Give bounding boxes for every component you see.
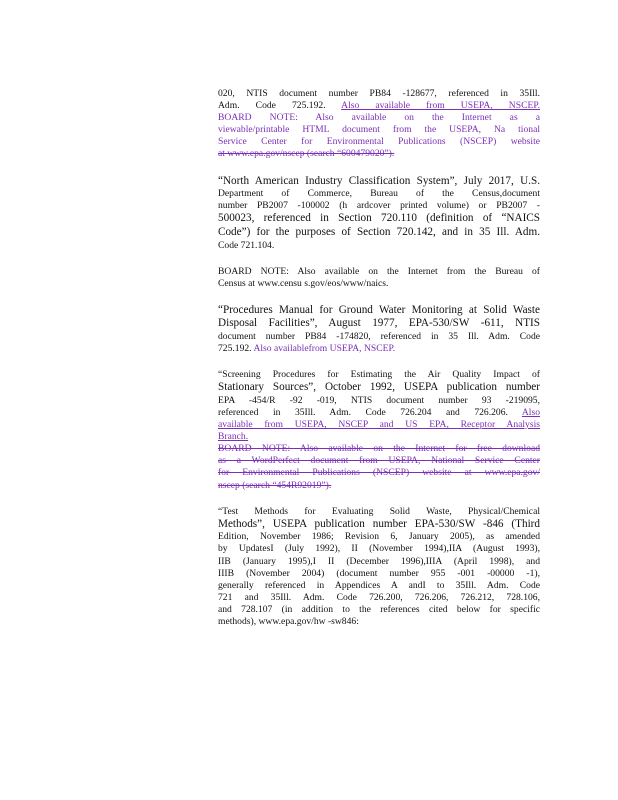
text-line xyxy=(218,381,540,395)
text-segment: 721 and 35Ill. Adm. Code 726.200, 726.206, 726.212, 728.106, xyxy=(218,591,540,603)
text-segment: by UpdatesI (July 1992), II (November 1994),IIA (August 1993), xyxy=(218,543,540,555)
text-line xyxy=(218,518,540,532)
text-line xyxy=(218,480,540,492)
deleted-text: as a WordPerfect document from USEPA, National Service Center xyxy=(218,455,540,467)
text-segment: and 728.107 (in addition to the references cited below for specific xyxy=(218,603,540,615)
text-line xyxy=(218,278,540,290)
text-segment: 725.192. xyxy=(218,343,254,355)
text-segment: Adm. Code 725.192. xyxy=(218,100,342,112)
text-line xyxy=(218,568,540,580)
text-line xyxy=(218,455,540,467)
text-line xyxy=(218,506,540,518)
text-line xyxy=(218,419,540,431)
text-line xyxy=(218,266,540,278)
paragraph xyxy=(218,304,540,355)
text-segment: 020, NTIS document number PB84 -128677, referenced in 35Ill. xyxy=(218,88,540,99)
text-line xyxy=(218,369,540,381)
text-line xyxy=(218,136,540,148)
text-segment: “Procedures Manual for Ground Water Monitoring at Solid Waste xyxy=(218,303,540,316)
deleted-text: BOARD NOTE: Also available on the Internet for free download xyxy=(218,443,540,455)
text-line xyxy=(218,395,540,407)
text-segment: generally referenced in Appendices A andI to 35Ill. Adm. Code xyxy=(218,579,540,591)
text-line xyxy=(218,100,540,112)
text-segment: number PB2007 -100002 (h ardcover printed volume) or PB2007 - xyxy=(218,200,540,212)
text-line xyxy=(218,467,540,479)
text-segment: BOARD NOTE: Also available on the Internet from the Bureau of xyxy=(218,265,540,277)
deleted-text: nscep (search “454R92019”). xyxy=(218,479,332,491)
inserted-text: Branch. xyxy=(218,431,249,443)
inserted-text: Service Center for Environmental Publications (NSCEP) website xyxy=(218,136,540,148)
text-column xyxy=(218,88,540,642)
text-line xyxy=(218,226,540,240)
inserted-text: Also availablefrom USEPA, NSCEP. xyxy=(253,343,396,355)
text-line xyxy=(218,592,540,604)
deleted-text: at www.epa.gov/nscep (search “600479020”). xyxy=(218,148,395,160)
text-segment: methods), www.epa.gov/hw -sw846: xyxy=(218,615,359,627)
text-line xyxy=(218,604,540,616)
text-segment: Code”) for the purposes of Section 720.142, and in 35 Ill. Adm. xyxy=(218,225,540,238)
text-line xyxy=(218,175,540,189)
paragraph xyxy=(218,369,540,491)
text-segment: IIIB (November 2004) (document number 955 -001 -00000 -1), xyxy=(218,567,540,579)
paragraph xyxy=(218,506,540,628)
text-line xyxy=(218,331,540,343)
text-line xyxy=(218,212,540,226)
text-segment: Edition, November 1986; Revision 6, January 2005), as amended xyxy=(218,531,540,543)
inserted-text: viewable/printable HTML document from the USEPA, Na tional xyxy=(218,124,540,136)
inserted-text: Also xyxy=(521,406,540,418)
text-segment: Census at www.censu s.gov/eos/www/naics. xyxy=(218,277,389,289)
text-line xyxy=(218,443,540,455)
text-segment: Methods”, USEPA publication number EPA-530/SW -846 (Third xyxy=(218,517,540,530)
text-line xyxy=(218,580,540,592)
text-segment: “Test Methods for Evaluating Solid Waste, Physical/Chemical xyxy=(218,505,540,517)
text-line xyxy=(218,188,540,200)
text-line xyxy=(218,112,540,124)
text-line xyxy=(218,407,540,419)
text-segment: referenced in 35Ill. Adm. Code 726.204 and 726.206. xyxy=(218,406,522,418)
paragraph xyxy=(218,88,540,161)
text-line xyxy=(218,556,540,568)
text-line xyxy=(218,148,540,160)
text-segment: “North American Industry Classification System”, July 2017, U.S. xyxy=(218,174,540,187)
text-line xyxy=(218,304,540,318)
inserted-text: available from USEPA, NSCEP and US EPA, Receptor Analysis xyxy=(218,419,540,431)
text-line xyxy=(218,531,540,543)
paragraph xyxy=(218,175,540,252)
text-segment: Disposal Facilities”, August 1977, EPA-530/SW -611, NTIS xyxy=(218,317,540,330)
deleted-text: for Environmental Publications (NSCEP) website at www.epa.gov/ xyxy=(218,467,540,479)
text-segment: Code 721.104. xyxy=(218,239,275,251)
text-segment: 500023, referenced in Section 720.110 (definition of “NAICS xyxy=(218,212,540,225)
text-segment: Stationary Sources”, October 1992, USEPA publication number xyxy=(218,381,540,394)
text-segment: “Screening Procedures for Estimating the Air Quality Impact of xyxy=(218,369,540,381)
text-line xyxy=(218,543,540,555)
text-segment: Department of Commerce, Bureau of the Census,document xyxy=(218,188,540,200)
paragraph xyxy=(218,266,540,290)
inserted-text: Also available from USEPA, NSCEP. xyxy=(341,100,540,112)
text-line xyxy=(218,200,540,212)
text-line xyxy=(218,240,540,252)
text-line xyxy=(218,317,540,331)
text-segment: IIB (January 1995),I II (December 1996),IIIA (April 1998), and xyxy=(218,555,540,567)
text-line xyxy=(218,431,540,443)
text-line xyxy=(218,343,540,355)
inserted-text: BOARD NOTE: Also available on the Internet as a xyxy=(218,112,540,124)
text-segment: document number PB84 -174820, referenced in 35 Ill. Adm. Code xyxy=(218,331,540,342)
text-segment: EPA -454/R -92 -019, NTIS document number 93 -219095, xyxy=(218,394,540,406)
text-line xyxy=(218,88,540,100)
text-line xyxy=(218,616,540,628)
text-line xyxy=(218,124,540,136)
